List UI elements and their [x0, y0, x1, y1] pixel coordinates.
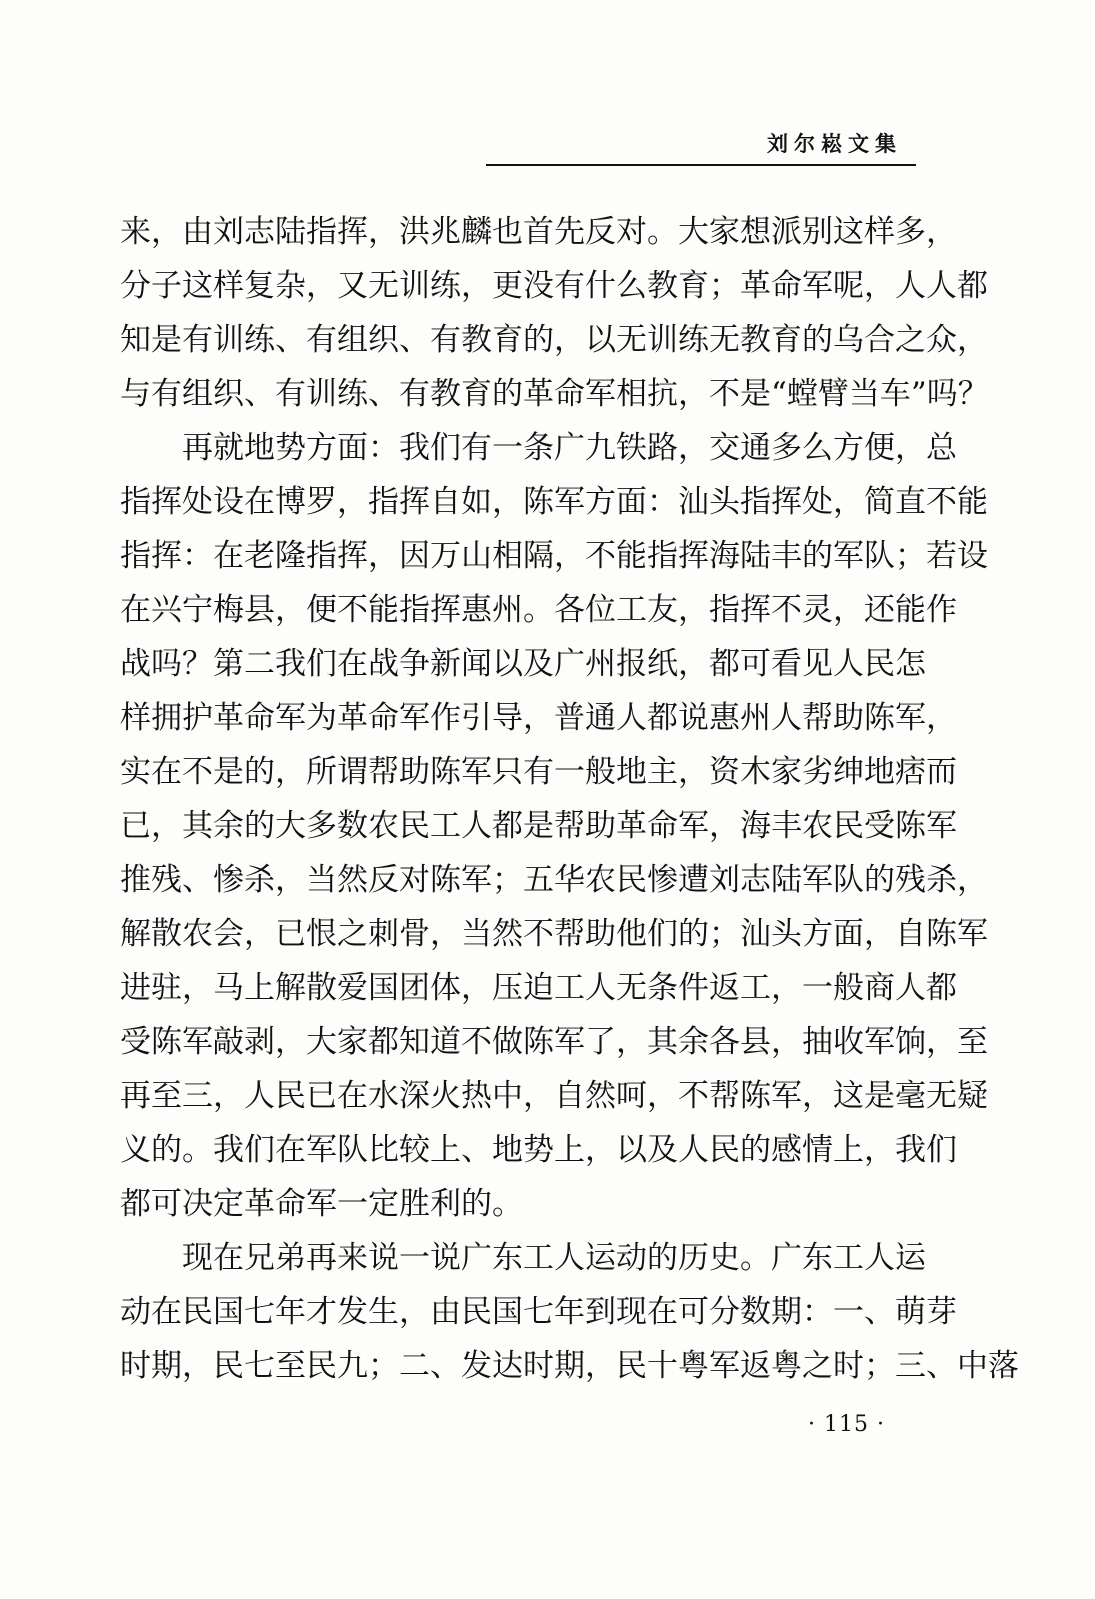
text-line: 再就地势方面：我们有一条广九铁路，交通多么方便，总	[120, 430, 957, 466]
text-line: 战吗？第二我们在战争新闻以及广州报纸，都可看见人民怎	[120, 646, 926, 682]
text-line: 指挥：在老隆指挥，因万山相隔，不能指挥海陆丰的军队；若设	[120, 538, 988, 574]
text-line: 样拥护革命军为革命军作引导，普通人都说惠州人帮助陈军，	[120, 700, 957, 736]
text-line: 指挥处设在博罗，指挥自如，陈军方面：汕头指挥处，简直不能	[120, 484, 988, 520]
text-line: 进驻，马上解散爱国团体，压迫工人无条件返工，一般商人都	[120, 970, 957, 1006]
running-header-title: 刘尔崧文集	[767, 132, 902, 156]
text-line: 来，由刘志陆指挥，洪兆麟也首先反对。大家想派别这样多，	[120, 214, 957, 250]
text-line: 实在不是的，所谓帮助陈军只有一般地主，资木家劣绅地痞而	[120, 754, 957, 790]
text-line: 都可决定革命军一定胜利的。	[120, 1186, 523, 1222]
text-line: 义的。我们在军队比较上、地势上，以及人民的感情上，我们	[120, 1132, 957, 1168]
header-rule	[486, 164, 916, 166]
text-line: 再至三，人民已在水深火热中，自然呵，不帮陈军，这是毫无疑	[120, 1078, 988, 1114]
text-line: 知是有训练、有组织、有教育的，以无训练无教育的乌合之众，	[120, 322, 988, 358]
text-line: 动在民国七年才发生，由民国七年到现在可分数期：一、萌芽	[120, 1294, 957, 1330]
text-line: 受陈军敲剥，大家都知道不做陈军了，其余各县，抽收军饷，至	[120, 1024, 988, 1060]
text-line: 与有组织、有训练、有教育的革命军相抗，不是“螳臂当车”吗？	[120, 376, 989, 412]
body-text	[120, 205, 1019, 1393]
text-line: 分子这样复杂，又无训练，更没有什么教育；革命军呢，人人都	[120, 268, 988, 304]
text-line: 时期，民七至民九；二、发达时期，民十粤军返粤之时；三、中落	[120, 1348, 1019, 1384]
text-line: 推残、惨杀，当然反对陈军；五华农民惨遭刘志陆军队的残杀，	[120, 862, 988, 898]
text-line: 解散农会，已恨之刺骨，当然不帮助他们的；汕头方面，自陈军	[120, 916, 988, 952]
text-line: 在兴宁梅县，便不能指挥惠州。各位工友，指挥不灵，还能作	[120, 592, 957, 628]
text-line: 现在兄弟再来说一说广东工人运动的历史。广东工人运	[120, 1240, 926, 1276]
page-number: · 115 ·	[808, 1412, 885, 1437]
text-line: 已，其余的大多数农民工人都是帮助革命军，海丰农民受陈军	[120, 808, 957, 844]
